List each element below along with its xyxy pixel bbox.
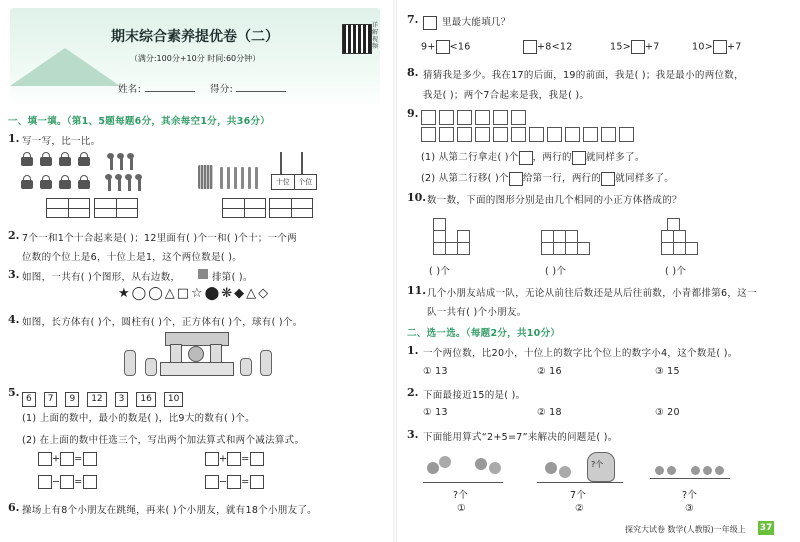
page-number: 37: [759, 523, 773, 533]
square-row-2: [421, 124, 637, 143]
key-icon: [128, 178, 131, 191]
q5-number: 5.: [8, 386, 20, 399]
number-card: 6: [22, 392, 36, 407]
q9-sub2: (2) 从第二行移( )个 给第一行，两行的 就同样多了。: [421, 173, 675, 184]
sub-equation-2[interactable]: − =: [205, 475, 264, 489]
q3-number: 3.: [8, 268, 20, 281]
key-icon: [120, 157, 123, 170]
score-info: （满分:100分+10分 时间:60分钟）: [129, 54, 261, 63]
s2-q3-label-3: ?个: [682, 490, 698, 501]
s2-q1-option-3[interactable]: ③ 15: [655, 366, 680, 377]
footer-text: 探究大试卷 数学(人教版)一年级上: [625, 525, 746, 534]
answer-grid-abacus[interactable]: [269, 198, 313, 218]
s2-q3-option-2[interactable]: ②: [575, 503, 584, 514]
key-icon: [118, 178, 121, 191]
add-equation-2[interactable]: + =: [205, 452, 264, 466]
q7-expr-3: 15> +7: [610, 41, 660, 53]
key-icon: [130, 157, 133, 170]
lock-icon: [40, 180, 52, 189]
q7-number: 7.: [407, 13, 419, 26]
q11-line2: 队一共有( )个小朋友。: [427, 307, 527, 318]
lock-icon: [40, 157, 52, 166]
tens-label: 十位: [272, 175, 295, 189]
s2-q3-option-3[interactable]: ③: [685, 503, 694, 514]
number-card: 10: [164, 392, 183, 407]
lock-icon: [21, 180, 33, 189]
q7-expr-4: 10> +7: [692, 41, 742, 53]
key-icon: [108, 178, 111, 191]
s2-q3-label-1: ?个: [453, 490, 469, 501]
q2-number: 2.: [8, 229, 20, 242]
q3-text2: 排第( )。: [212, 272, 253, 283]
number-card: 12: [87, 392, 106, 407]
lock-icon: [78, 157, 90, 166]
q11-number: 11.: [407, 284, 427, 297]
s2-q3-number: 3.: [407, 428, 419, 441]
s2-q1-number: 1.: [407, 344, 419, 357]
s2-q1-option-1[interactable]: ① 13: [423, 366, 448, 377]
s2-q1-option-2[interactable]: ② 16: [537, 366, 562, 377]
key-icon: [110, 157, 113, 170]
q6-text: 操场上有8个小朋友在跳绳，再来( )个小朋友，就有18个小朋友了。: [22, 505, 317, 516]
exam-title: 期末综合素养提优卷（二）: [111, 29, 279, 45]
q2-line2: 位数的个位上是6，十位上是1，这个两位数是( )。: [22, 252, 243, 263]
q8-number: 8.: [407, 66, 419, 79]
q1-text: 写一写，比一比。: [22, 136, 101, 147]
add-equation-1[interactable]: + =: [38, 452, 97, 466]
q10-blank-2: ( )个: [545, 266, 567, 277]
q9-number: 9.: [407, 107, 419, 120]
q5-sub1: (1) 上面的数中，最小的数是( )，比9大的数有( )个。: [22, 413, 255, 424]
left-page: [0, 0, 395, 542]
lock-icon: [59, 180, 71, 189]
s2-q3-text: 下面能用算式“2+5=7”来解决的问题是( )。: [423, 432, 618, 443]
q10-text: 数一数，下面的图形分别是由几个相同的小正方体搭成的？: [427, 195, 682, 206]
lock-icon: [21, 157, 33, 166]
s2-q3-option-1[interactable]: ①: [457, 503, 466, 514]
answer-grid-locks[interactable]: [46, 198, 90, 218]
q9-sub1: (1) 从第二行拿走( )个 ，两行的 就同样多了。: [421, 152, 645, 163]
q5-sub2: (2) 在上面的数中任选三个，写出两个加法算式和两个减法算式。: [22, 435, 305, 446]
lock-icon: [78, 180, 90, 189]
q4-number: 4.: [8, 313, 20, 326]
header-banner: [10, 8, 380, 108]
q7-box: [423, 16, 437, 30]
gray-square-icon: [198, 269, 208, 279]
answer-grid-keys[interactable]: [94, 198, 138, 218]
qr-label: 详解视频: [372, 22, 379, 50]
q10-number: 10.: [407, 191, 427, 204]
number-card: 16: [136, 392, 155, 407]
section2-heading: 二、选一选。（每题2分，共10分）: [407, 328, 561, 339]
q1-number: 1.: [8, 132, 20, 145]
ones-label: 个位: [298, 178, 313, 186]
s2-q2-option-1[interactable]: ① 13: [423, 407, 448, 418]
q6-number: 6.: [8, 501, 20, 514]
key-icon: [138, 178, 141, 191]
q2-line1: 7个一和1个十合起来是( )；12里面有( )个一和( )个十；一个两: [22, 233, 297, 244]
lock-icon: [59, 157, 71, 166]
sub-equation-1[interactable]: − =: [38, 475, 97, 489]
score-label: 得分:: [210, 84, 234, 95]
q4-text: 如图，长方体有( )个，圆柱有( )个，正方体有( )个，球有( )个。: [22, 317, 303, 328]
number-card: 3: [115, 392, 129, 407]
number-card: 7: [44, 392, 58, 407]
q8-line2: 我是( )；两个7合起来是我，我是( )。: [423, 90, 590, 101]
right-page: [395, 0, 800, 542]
q8-line1: 猜猜我是多少。我在17的后面，19的前面，我是( )；我是最小的两位数，: [423, 70, 744, 81]
q10-blank-3: ( )个: [665, 266, 687, 277]
score-field[interactable]: [236, 91, 286, 92]
q7-expr-2: +8<12: [523, 40, 573, 54]
name-label: 姓名:: [118, 84, 142, 95]
s2-q3-label-2: 7个: [570, 490, 587, 501]
q3-text: 如图，一共有( )个图形，从右边数，: [22, 272, 181, 283]
q7-expr-1: 9+ <16: [421, 41, 471, 53]
s2-q2-option-2[interactable]: ② 18: [537, 407, 562, 418]
qr-code-icon[interactable]: [342, 24, 372, 54]
q7-text: 里最大能填几？: [442, 17, 511, 28]
bag-label: ?个: [591, 460, 604, 469]
answer-grid-sticks[interactable]: [222, 198, 266, 218]
s2-q2-option-3[interactable]: ③ 20: [655, 407, 680, 418]
number-cards: [22, 386, 191, 407]
name-field[interactable]: [145, 91, 195, 92]
number-card: 9: [65, 392, 79, 407]
q10-blank-1: ( )个: [429, 266, 451, 277]
section1-heading: 一、填一填。（第1、5题每题6分，其余每空1分，共36分）: [8, 116, 271, 127]
s2-q1-text: 一个两位数，比20小，十位上的数字比个位上的数字小4，这个数是( )。: [423, 348, 738, 359]
q11-line1: 几个小朋友站成一队，无论从前往后数还是从后往前数，小青都排第6，这一: [427, 288, 757, 299]
shape-row: ★◯◯△□☆⬤❋◆△◇: [118, 286, 271, 301]
s2-q2-text: 下面最接近15的是( )。: [423, 390, 526, 401]
s2-q2-number: 2.: [407, 386, 419, 399]
